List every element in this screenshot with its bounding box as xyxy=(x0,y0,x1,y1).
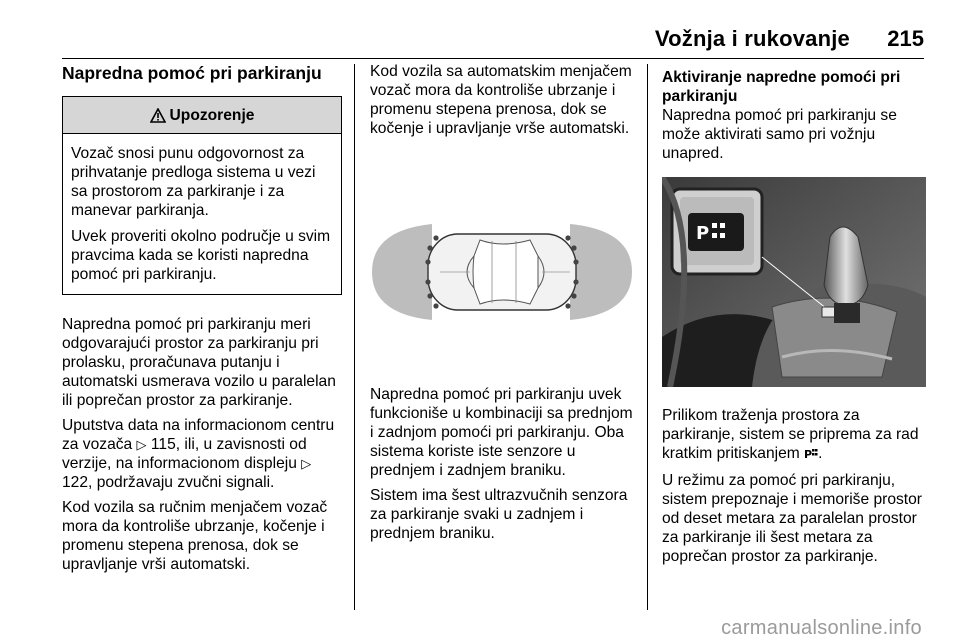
paragraph: Napredna pomoć pri parkiranju se može aktivirati samo pri vožnju unapred. xyxy=(662,107,897,162)
sub-title: Aktiviranje napredne pomoći pri parkiranju xyxy=(662,69,901,105)
car-top-view-sensor-zones-illustration xyxy=(370,156,634,366)
column-divider-1 xyxy=(354,64,355,610)
paragraph: Kod vozila sa ručnim menjačem vozač mora da kontroliše ubrzanje, kočenje i promenu stepena prenosa, dok se upravljanje vrši automatski. xyxy=(62,499,328,573)
svg-text:P: P xyxy=(696,223,710,244)
page-reference-icon: ▷ xyxy=(301,456,312,471)
paragraph: Napredna pomoć pri parkiranju uvek funkcioniše u kombinaciji sa prednjom i zadnjom pomoći pri parkiranju. Oba sistema koriste iste senzore u prednjem i zadnjem braniku. xyxy=(370,386,633,479)
paragraph-with-references xyxy=(62,416,342,492)
watermark: carmanualsonline.info xyxy=(721,617,922,639)
warning-body xyxy=(63,134,341,294)
page-number: 215 xyxy=(887,26,924,51)
section-title: Napredna pomoć pri parkiranju xyxy=(62,63,322,83)
center-console-parking-button-photo xyxy=(662,177,926,387)
paragraph: Sistem ima šest ultrazvučnih senzora za parkiranje svaki u zadnjem i prednjem braniku. xyxy=(370,487,628,542)
text-run: . xyxy=(818,445,823,462)
paragraph-with-icon xyxy=(662,406,930,465)
warning-text-2: Uvek proveriti okolno područje u svim pravcima kada se koristi napredna pomoć pri parkiranju. xyxy=(71,228,331,283)
column-divider-2 xyxy=(647,64,648,610)
warning-title: Upozorenje xyxy=(169,106,255,124)
paragraph: U režimu za pomoć pri parkiranju, sistem prepoznaje i memoriše prostor od deset metara za paralelan prostor za parkiranje ili šest metara za poprečan prostor za parkiranje. xyxy=(662,472,922,565)
text-run: Prilikom traženja prostora za parkiranje, sistem se priprema za rad kratkim pritiskanjem xyxy=(662,407,919,462)
warning-triangle-icon xyxy=(150,108,166,123)
svg-text:P: P xyxy=(804,448,813,460)
text-run: , podržavaju zvučni signali. xyxy=(88,474,275,491)
page-reference[interactable]: 115 xyxy=(150,436,176,453)
header-rule xyxy=(62,58,924,59)
column-1 xyxy=(62,62,342,580)
page-reference[interactable]: 122 xyxy=(62,474,89,491)
parking-assist-icon xyxy=(804,446,818,465)
paragraph: Napredna pomoć pri parkiranju meri odgovarajući prostor za parkiranju pri prolasku, proračunava putanju i automatski usmerava vozilo u paralelan ili poprečan prostor za parkiranje. xyxy=(62,316,336,409)
warning-text-1: Vozač snosi punu odgovornost za prihvatanje predloga sistema u vezi sa prostorom za parkiranje i za manevar parkiranja. xyxy=(71,145,316,219)
column-3 xyxy=(662,62,930,572)
text-run: , ili, u zavisnosti od verzije, na informacionom displeju xyxy=(62,436,307,472)
column-2 xyxy=(370,62,636,549)
page-reference-icon: ▷ xyxy=(136,437,147,452)
car-sensor-figure xyxy=(370,156,636,371)
paragraph: Kod vozila sa automatskim menjačem vozač mora da kontroliše ubrzanje i promenu stepena prenosa, dok se kočenje i upravljanje vrše automatski. xyxy=(370,63,632,137)
warning-box xyxy=(62,96,342,295)
console-button-figure xyxy=(662,177,930,392)
warning-header xyxy=(63,97,341,134)
header-title: Vožnja i rukovanje xyxy=(654,26,850,51)
text-run: Uputstva data na informacionom centru za vozača xyxy=(62,417,335,453)
